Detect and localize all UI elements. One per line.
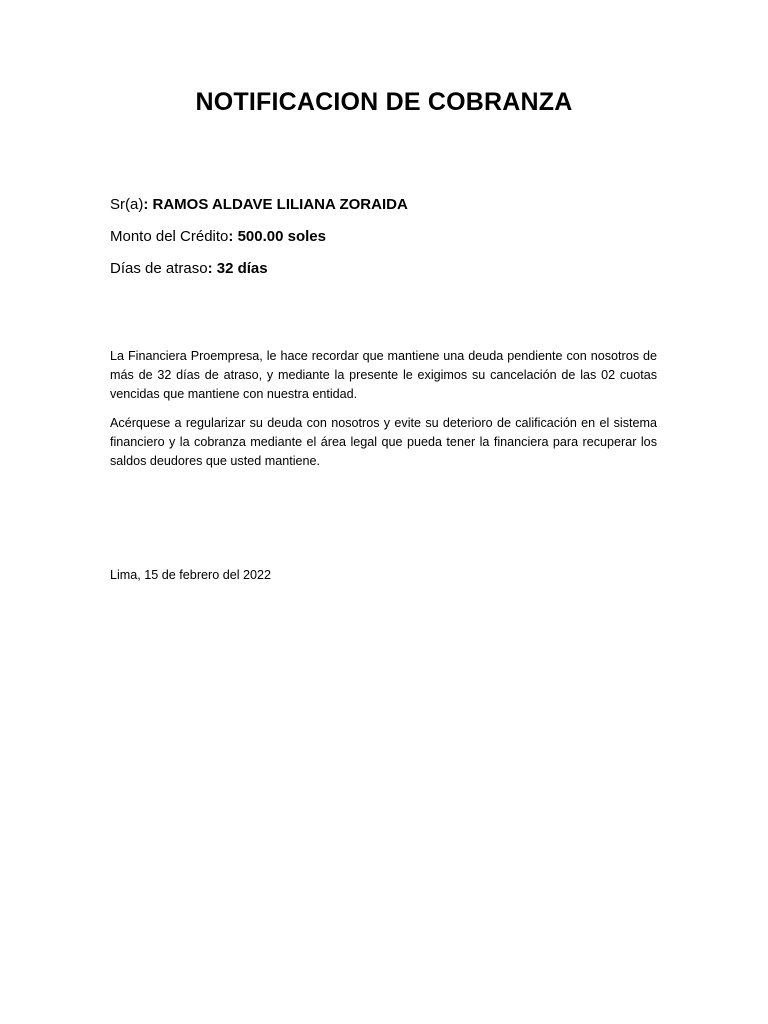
- amount-value: 500.00 soles: [237, 228, 326, 245]
- amount-field: Monto del Crédito: 500.00 soles: [110, 228, 326, 245]
- client-field: Sr(a): RAMOS ALDAVE LILIANA ZORAIDA: [110, 196, 408, 213]
- days-late-value: 32 días: [216, 260, 268, 277]
- document-title: NOTIFICACION DE COBRANZA: [195, 88, 573, 116]
- client-name: RAMOS ALDAVE LILIANA ZORAIDA: [152, 196, 408, 213]
- days-late-field: Días de atraso: 32 días: [110, 260, 268, 277]
- days-late-label: Días de atraso: [110, 260, 208, 277]
- amount-label: Monto del Crédito: [110, 228, 229, 245]
- reminder-paragraph: La Financiera Proempresa, le hace recordar que mantiene una deuda pendiente con nosotros de más de 32 días de atraso, y mediante la presente le exigimos su cancelación de las 02 cuotas vencidas que mantiene con nuestra entidad.: [110, 349, 657, 401]
- date-line: Lima, 15 de febrero del 2022: [110, 568, 272, 582]
- client-label: Sr(a): [110, 196, 144, 213]
- warning-paragraph: Acérquese a regularizar su deuda con nosotros y evite su deterioro de calificación en el sistema financiero y la cobranza mediante el área legal que pueda tener la financiera para recuperar los saldos deudores que usted mantiene.: [110, 416, 657, 468]
